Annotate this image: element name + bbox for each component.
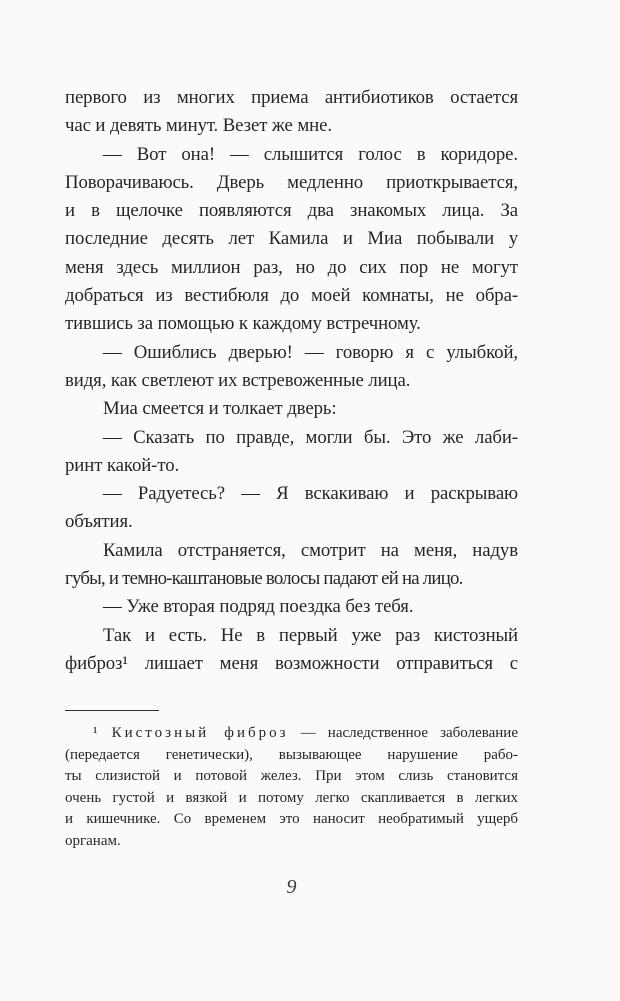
footnote-line: органам.: [65, 832, 121, 849]
text-line: — Уже вторая подряд поездка без тебя.: [103, 596, 414, 618]
text-line: добраться из вестибюля до моей комнаты, не обра-: [65, 285, 518, 307]
text-line: видя, как светлеют их встревоженные лица.: [65, 369, 411, 391]
text-line: фиброз¹ лишает меня возможности отправиться с: [65, 652, 518, 674]
footnote-line: и кишечнике. Со временем это наносит необратимый ущерб: [65, 811, 518, 827]
text-line: и в щелочке появляются два знакомых лица. За: [65, 200, 518, 222]
footnote-divider: [65, 710, 159, 711]
text-line: тившись за помощью к каждому встречному.: [65, 313, 421, 335]
footnote-line: (передается генетически), вызывающее нарушение рабо-: [65, 746, 518, 763]
paragraph: [65, 480, 518, 537]
text-line: час и девять минут. Везет же мне.: [65, 115, 332, 137]
footnote-text: [65, 723, 518, 852]
page-number: 9: [286, 876, 297, 898]
text-line: — Сказать по правде, могли бы. Это же лаби-: [103, 426, 518, 448]
paragraph: [65, 84, 518, 141]
text-line: последние десять лет Камила и Миа побывали у: [65, 228, 518, 250]
text-line: ринт какой-то.: [65, 454, 180, 476]
footnote-marker: ¹: [93, 725, 112, 741]
footnote-line: [65, 723, 518, 745]
footnote-line: очень густой и вязкой и потому легко скапливается в легких: [65, 789, 518, 806]
text-line: меня здесь миллион раз, но до сих пор не могут: [65, 256, 518, 278]
paragraph: [65, 141, 518, 339]
footnote-term: Кистозный фиброз: [111, 725, 289, 741]
text-line: — Вот она! — слышится голос в коридоре.: [103, 143, 518, 165]
paragraph: [65, 395, 518, 423]
paragraph: [65, 593, 518, 621]
text-line: Поворачиваюсь. Дверь медленно приоткрывается,: [65, 171, 518, 193]
text-line: Так и есть. Не в первый уже раз кистозный: [103, 624, 518, 646]
text-line: первого из многих приема антибиотиков остается: [65, 87, 518, 108]
text-segment: — наследственное заболевание: [288, 725, 518, 741]
text-line: объятия.: [65, 511, 133, 533]
paragraph: [65, 537, 518, 594]
paragraph: [65, 339, 518, 396]
text-line: губы, и темно-каштановые волосы падают ей на лицо.: [65, 568, 463, 590]
paragraph: [65, 622, 518, 679]
text-line: Камила отстраняется, смотрит на меня, надув: [103, 539, 518, 561]
text-line: — Радуетесь? — Я вскакиваю и раскрываю: [103, 483, 518, 505]
text-line: Миа смеется и толкает дверь:: [103, 398, 337, 420]
footnote-line: ты слизистой и потовой желез. При этом слизь становится: [65, 768, 518, 784]
paragraph: [65, 424, 518, 481]
text-line: — Ошиблись дверью! — говорю я с улыбкой,: [103, 341, 518, 363]
body-text: [65, 84, 518, 678]
